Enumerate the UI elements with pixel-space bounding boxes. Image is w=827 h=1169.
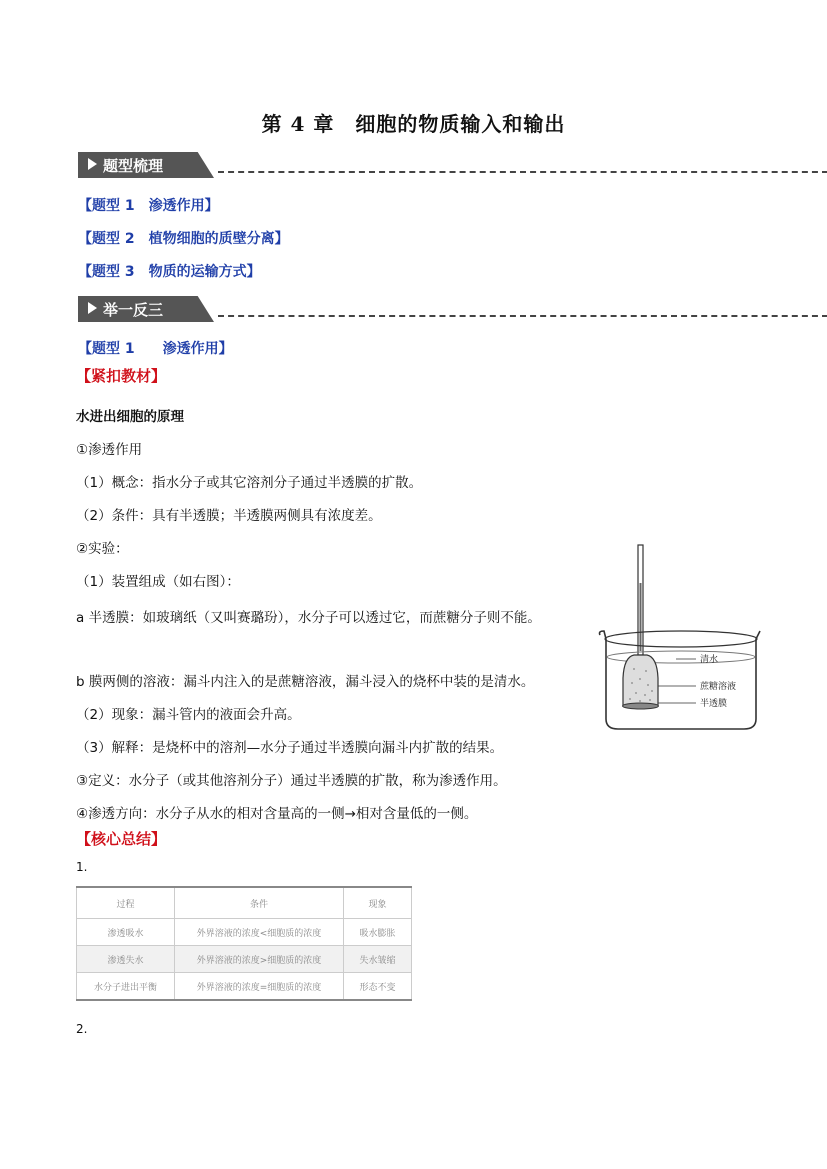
table-cell: 外界溶液的浓度=细胞质的浓度 [175, 973, 344, 1001]
table-row [77, 919, 412, 946]
banner-label: 举一反三 [103, 301, 164, 319]
table-row [77, 946, 412, 973]
page-title: 第 4 章 细胞的物质输入和输出 [261, 112, 566, 136]
section-textbook: 【紧扣教材】 [76, 367, 167, 385]
text-line: ①渗透作用 [76, 442, 143, 458]
table-cell: 形态不变 [344, 973, 412, 1001]
outline-item-3[interactable]: 【题型 3 物质的运输方式】 [78, 264, 261, 280]
table-header: 条件 [175, 887, 344, 919]
text-line: a 半透膜：如玻璃纸（又叫赛璐玢），水分子可以透过它，而蔗糖分子则不能。 [76, 610, 541, 626]
divider [218, 315, 827, 317]
table-cell: 渗透吸水 [77, 919, 175, 946]
text-line: b 膜两侧的溶液：漏斗内注入的是蔗糖溶液，漏斗浸入的烧杯中装的是清水。 [76, 674, 535, 690]
label-membrane: 半透膜 [700, 699, 728, 709]
text-line: （2）条件：具有半透膜；半透膜两侧具有浓度差。 [76, 508, 382, 524]
banner-outline [78, 152, 827, 178]
text-line: （1）装置组成（如右图）： [76, 574, 240, 590]
text-line: （1）概念：指水分子或其它溶剂分子通过半透膜的扩散。 [76, 475, 423, 491]
table-header: 现象 [344, 887, 412, 919]
text-line: ②实验： [76, 541, 129, 557]
table-cell: 外界溶液的浓度>细胞质的浓度 [175, 946, 344, 973]
list-number: 1. [76, 860, 88, 874]
label-water: 清水 [700, 655, 719, 665]
banner-label: 题型梳理 [103, 157, 164, 175]
table-row [77, 973, 412, 1001]
table-cell: 渗透失水 [77, 946, 175, 973]
beaker-diagram [596, 543, 766, 733]
play-icon [88, 302, 97, 314]
osmosis-apparatus-figure [596, 543, 766, 733]
list-number: 2. [76, 1022, 88, 1036]
table-cell: 外界溶液的浓度<细胞质的浓度 [175, 919, 344, 946]
table-header: 过程 [77, 887, 175, 919]
text-line: （2）现象：漏斗管内的液面会升高。 [76, 707, 301, 723]
text-line: ④渗透方向：水分子从水的相对含量高的一侧→相对含量低的一侧。 [76, 806, 478, 822]
table-cell: 失水皱缩 [344, 946, 412, 973]
outline-item-1[interactable]: 【题型 1 渗透作用】 [78, 198, 219, 214]
practice-topic: 【题型 1 渗透作用】 [78, 341, 233, 357]
section-summary: 【核心总结】 [76, 830, 167, 848]
divider [218, 171, 827, 173]
summary-table [76, 886, 412, 1001]
label-sucrose: 蔗糖溶液 [700, 682, 737, 692]
outline-item-2[interactable]: 【题型 2 植物细胞的质壁分离】 [78, 231, 289, 247]
text-line: （3）解释：是烧杯中的溶剂—水分子通过半透膜向漏斗内扩散的结果。 [76, 740, 504, 756]
subheading: 水进出细胞的原理 [76, 409, 184, 425]
text-line: ③定义：水分子（或其他溶剂分子）通过半透膜的扩散，称为渗透作用。 [76, 773, 507, 789]
table-cell: 吸水膨胀 [344, 919, 412, 946]
banner-practice [78, 296, 827, 322]
play-icon [88, 158, 97, 170]
table-cell: 水分子进出平衡 [77, 973, 175, 1001]
